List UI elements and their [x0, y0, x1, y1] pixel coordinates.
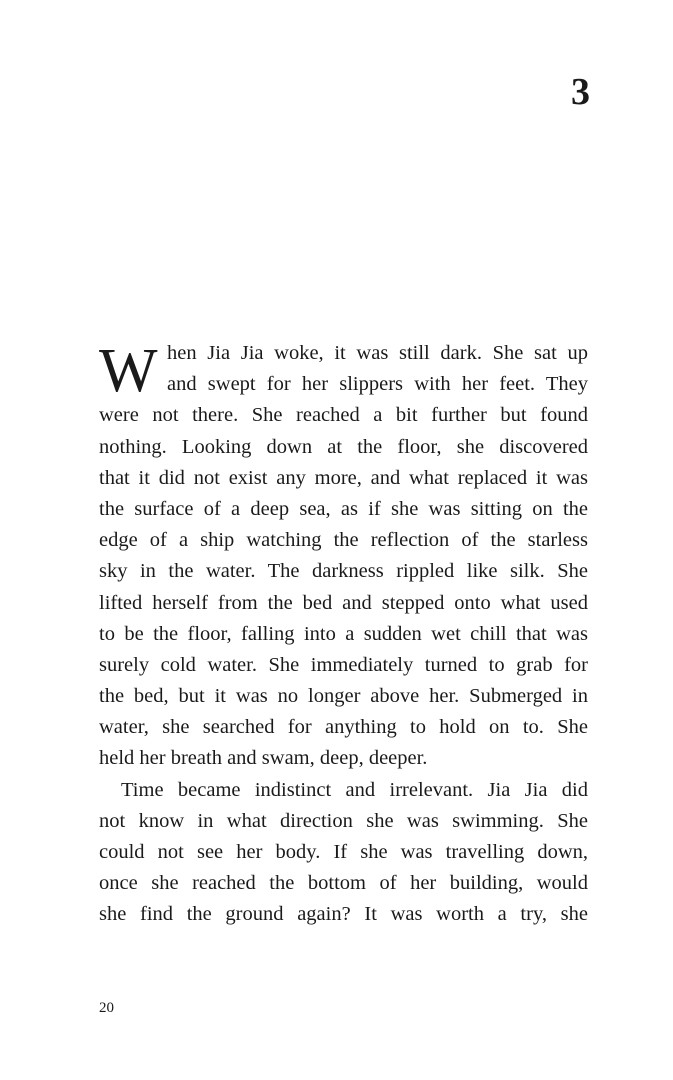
text-line: edge of a ship watching the reflection of the starless: [99, 529, 588, 552]
text-line: she find the ground again? It was worth a try, she: [99, 903, 588, 926]
paragraph-1: [99, 338, 588, 775]
text-line: were not there. She reached a bit further but found: [99, 404, 588, 427]
page-number: 20: [99, 1000, 114, 1016]
text-line: the surface of a deep sea, as if she was sitting on the: [99, 497, 588, 520]
text-line: Time became indistinct and irrelevant. Jia Jia did: [121, 778, 588, 801]
text-line: not know in what direction she was swimming. She: [99, 809, 588, 832]
text-line: lifted herself from the bed and stepped onto what used: [99, 591, 588, 614]
text-line: nothing. Looking down at the floor, she discovered: [99, 435, 588, 458]
text-line: could not see her body. If she was travelling down,: [99, 841, 588, 863]
text-line: once she reached the bottom of her building, would: [99, 872, 588, 895]
text-line: and swept for her slippers with her feet. They: [167, 373, 588, 396]
chapter-number: 3: [571, 71, 590, 113]
text-line: surely cold water. She immediately turned to grab for: [99, 653, 588, 676]
text-line: that it did not exist any more, and what replaced it was: [99, 466, 588, 489]
text-line: sky in the water. The darkness rippled like silk. She: [99, 560, 588, 583]
body-text: [99, 338, 588, 931]
text-line: water, she searched for anything to hold on to. She: [99, 716, 588, 739]
text-line: the bed, but it was no longer above her. Submerged in: [99, 685, 588, 708]
text-line: held her breath and swam, deep, deeper.: [99, 747, 428, 770]
text-line: hen Jia Jia woke, it was still dark. She sat up: [167, 342, 588, 364]
text-line: to be the floor, falling into a sudden wet chill that was: [99, 622, 588, 645]
paragraph-2: [99, 775, 588, 931]
drop-cap: W: [99, 337, 158, 405]
